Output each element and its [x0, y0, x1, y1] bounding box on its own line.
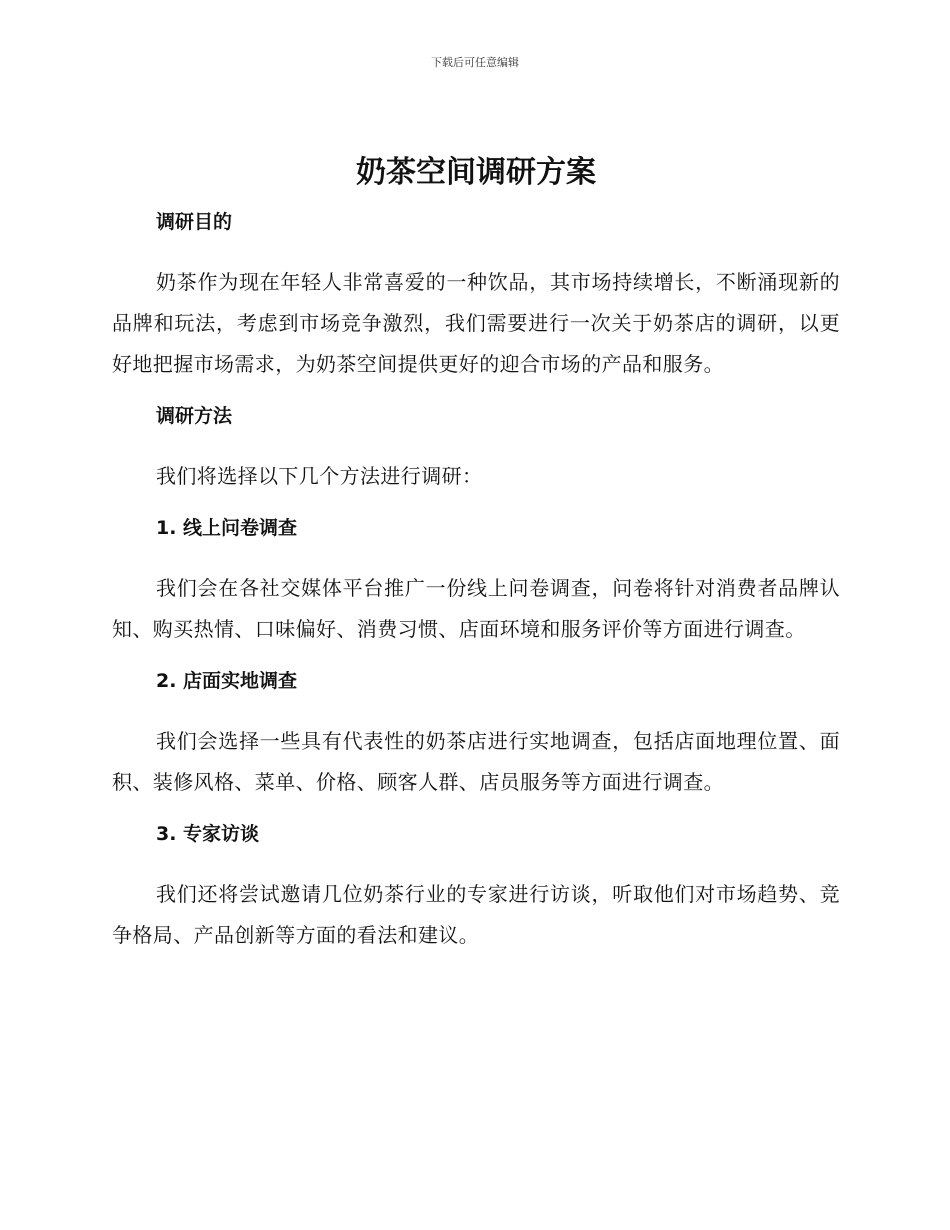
- document-title: 奶茶空间调研方案: [356, 155, 596, 190]
- paragraph-expert-interview: 我们还将尝试邀请几位奶茶行业的专家进行访谈，听取他们对市场趋势、竞争格局、产品创新等方面的看法和建议。: [112, 882, 840, 947]
- subheading-online-survey: 1. 线上问卷调查: [156, 517, 298, 539]
- subheading-expert-interview: 3. 专家访谈: [156, 823, 260, 845]
- section-heading-purpose: 调研目的: [156, 211, 233, 233]
- header-note: 下载后可任意编辑: [431, 56, 519, 69]
- paragraph-method-intro: 我们将选择以下几个方法进行调研：: [156, 464, 483, 488]
- paragraph-online-survey: 我们会在各社交媒体平台推广一份线上问卷调查，问卷将针对消费者品牌认知、购买热情、口味偏好、消费习惯、店面环境和服务评价等方面进行调查。: [112, 576, 840, 641]
- section-heading-method: 调研方法: [156, 405, 233, 427]
- paragraph-purpose: 奶茶作为现在年轻人非常喜爱的一种饮品，其市场持续增长，不断涌现新的品牌和玩法，考虑到市场竞争激烈，我们需要进行一次关于奶茶店的调研，以更好地把握市场需求，为奶茶空间提供更好的迎合市场的产品和服务。: [112, 270, 840, 376]
- subheading-store-survey: 2. 店面实地调查: [156, 670, 298, 692]
- document-body: [112, 150, 840, 973]
- paragraph-store-survey: 我们会选择一些具有代表性的奶茶店进行实地调查，包括店面地理位置、面积、装修风格、菜单、价格、顾客人群、店员服务等方面进行调查。: [112, 729, 840, 794]
